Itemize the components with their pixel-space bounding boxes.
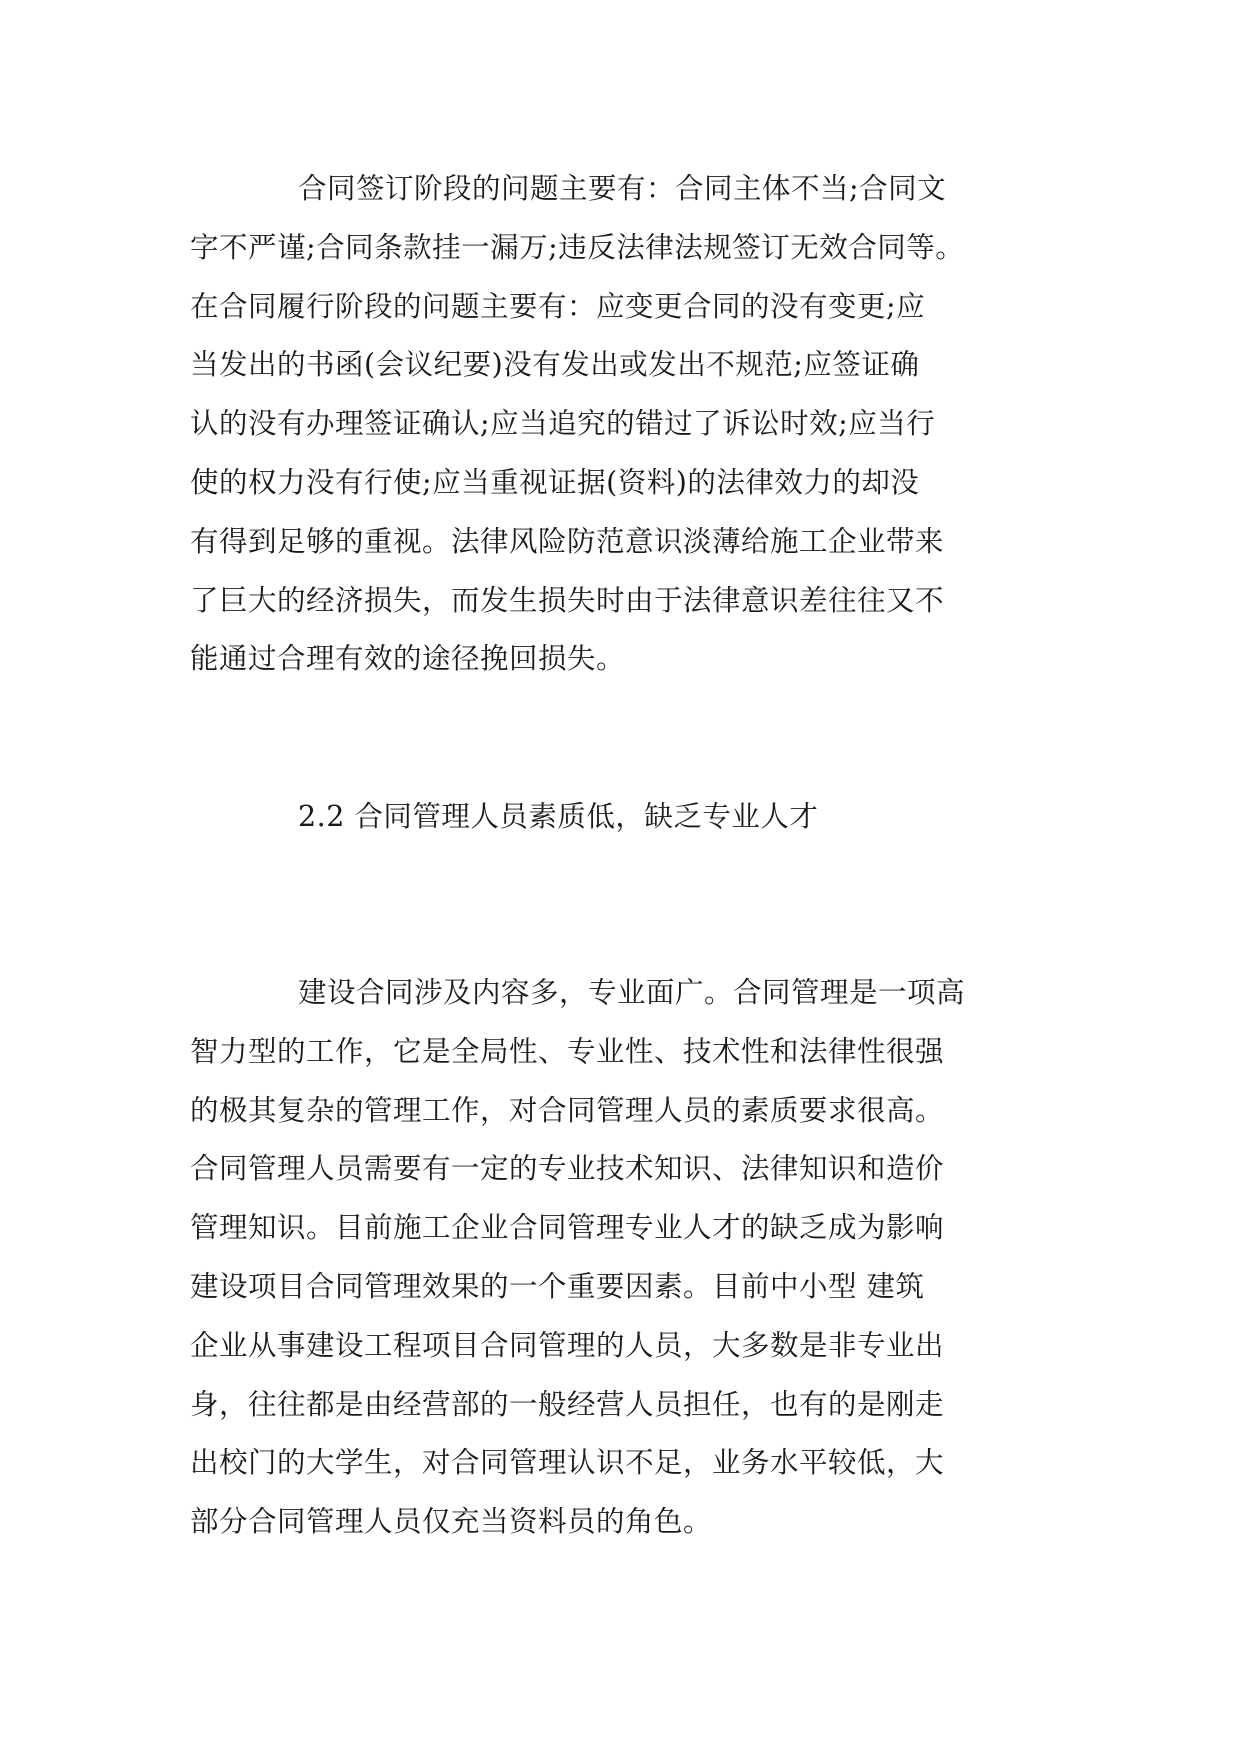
- paragraph-line: 当发出的书函(会议纪要)没有发出或发出不规范;应签证确: [190, 348, 920, 382]
- paragraph-line: 智力型的工作，它是全局性、专业性、技术性和法律性很强: [190, 1034, 945, 1068]
- paragraph-line: 能通过合理有效的途径挽回损失。: [190, 642, 626, 676]
- paragraph-line: 的极其复杂的管理工作，对合同管理人员的素质要求很高。: [190, 1093, 945, 1127]
- paragraph-line: 管理知识。目前施工企业合同管理专业人才的缺乏成为影响: [190, 1211, 945, 1245]
- section-heading: 2.2 合同管理人员素质低，缺乏专业人才: [298, 800, 819, 833]
- paragraph-line: 使的权力没有行使;应当重视证据(资料)的法律效力的却没: [190, 465, 920, 499]
- paragraph-staff-quality: [190, 964, 1050, 1552]
- paragraph-line: 建设项目合同管理效果的一个重要因素。目前中小型 建筑: [190, 1269, 925, 1303]
- paragraph-line: 合同管理人员需要有一定的专业技术知识、法律知识和造价: [190, 1152, 945, 1186]
- paragraph-line: 身，往往都是由经营部的一般经营人员担任，也有的是刚走: [190, 1387, 945, 1421]
- paragraph-line: 出校门的大学生，对合同管理认识不足，业务水平较低，大: [190, 1446, 945, 1480]
- paragraph-line: 企业从事建设工程项目合同管理的人员，大多数是非专业出: [190, 1328, 945, 1362]
- paragraph-contract-problems: [190, 160, 1050, 689]
- paragraph-line: 在合同履行阶段的问题主要有：应变更合同的没有变更;应: [190, 289, 926, 323]
- paragraph-line: 建设合同涉及内容多，专业面广。合同管理是一项高: [298, 976, 966, 1009]
- paragraph-line: 合同签订阶段的问题主要有：合同主体不当;合同文: [298, 172, 947, 205]
- paragraph-line: 部分合同管理人员仅充当资料员的角色。: [190, 1505, 713, 1539]
- paragraph-line: 字不严谨;合同条款挂一漏万;违反法律法规签订无效合同等。: [190, 230, 965, 264]
- paragraph-line: 认的没有办理签证确认;应当追究的错过了诉讼时效;应当行: [190, 407, 936, 441]
- paragraph-line: 了巨大的经济损失，而发生损失时由于法律意识差往往又不: [190, 583, 945, 617]
- paragraph-line: 有得到足够的重视。法律风险防范意识淡薄给施工企业带来: [190, 524, 945, 558]
